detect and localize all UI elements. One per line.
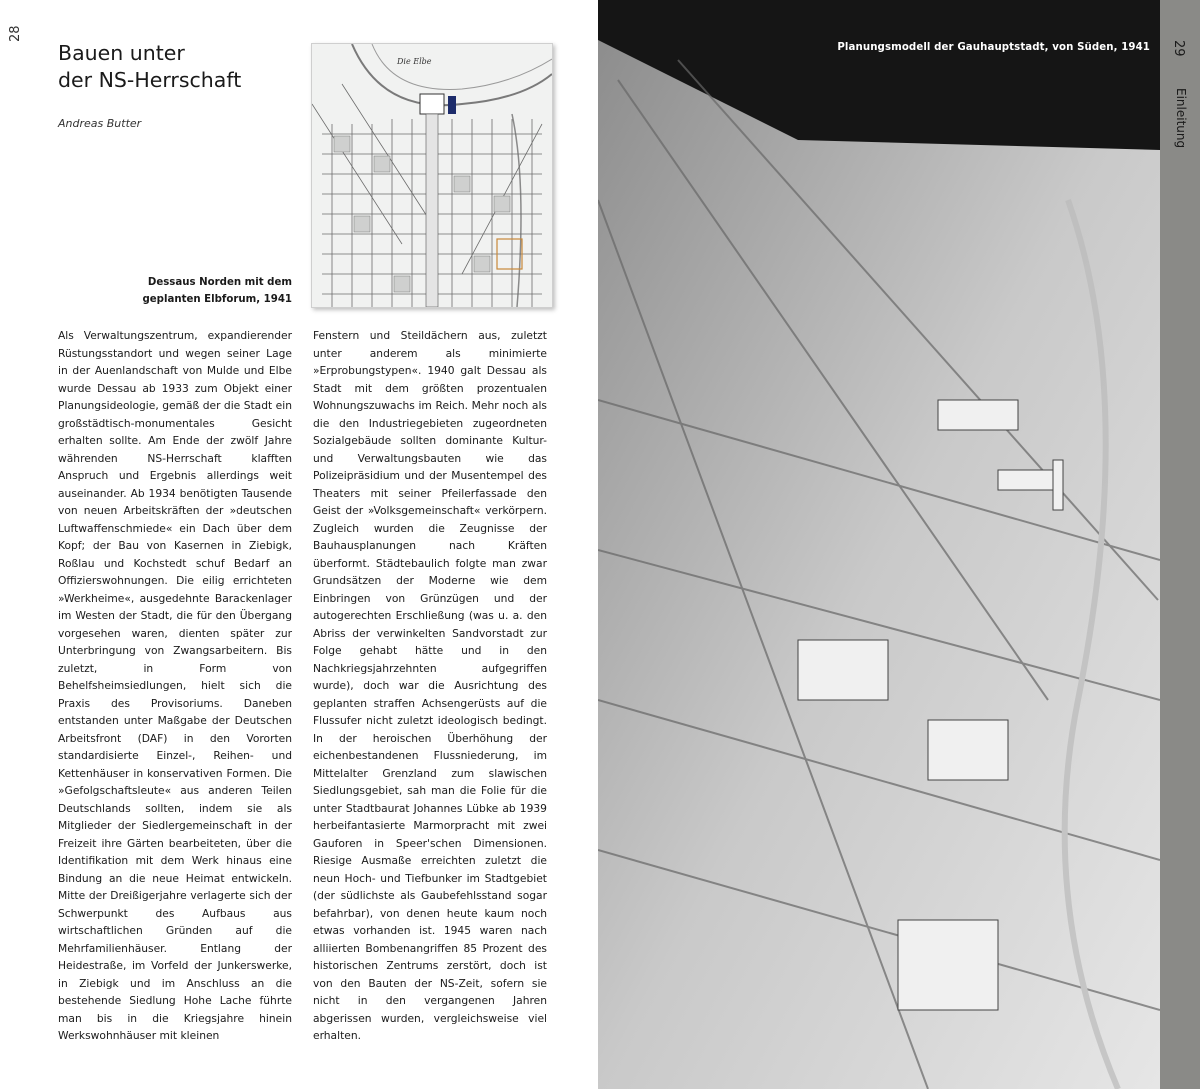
photo-caption: Planungsmodell der Gauhauptstadt, von Süden, 1941 <box>837 42 1150 53</box>
map-caption <box>130 274 292 308</box>
planning-model-photo-illustration <box>598 0 1160 1089</box>
body-text-column-1: Als Verwaltungszentrum, expandierender Rüstungsstandort und wegen seiner Lage in der Auenlandschaft von Mulde und Elbe wurde Dessau ab 1933 zum Objekt einer Planungsideologie, gemäß der die Stadt ein großstädtisch-monumentales Gesicht erhalten sollte. Am Ende der zwölf Jahre währenden NS-Herrschaft klafften Anspruch und Ergebnis allerdings weit auseinander. Ab 1934 benötigten Tausende von neuen Arbeitskräften der »deutschen Luftwaffenschmiede« ein Dach über dem Kopf; der Bau von Kasernen in Ziebigk, Roßlau und Kochstedt schuf Bedarf an Offizierswohnungen. Die eilig errichteten »Werkheime«, ausgedehnte Barackenlager im Westen der Stadt, die für den Übergang vorgesehen waren, dienten später zur Unterbringung von Zwangsarbeitern. Bis zuletzt, in Form von Behelfsheimsiedlungen, hielt sich die Praxis des Provisoriums. Daneben entstanden unter Maßgabe der Deutschen Arbeitsfront (DAF) in den Vororten standardisierte Einzel-, Reihen- und Kettenhäuser in konservativen Formen. Die »Gefolgschaftsleute« aus anderen Teilen Deutschlands sollten, indem sie als Mitglieder der Siedlergemeinschaft in der Freizeit ihre Gärten bearbeiteten, über die Identifikation mit dem Werk hinaus eine Bindung an die neue Heimat entwickeln. Mitte der Dreißigerjahre verlagerte sich der Schwerpunkt des Aufbaus aus wirtschaftlichen Gründen auf die Mehrfamilienhäuser. Entlang der Heidestraße, im Vorfeld der Junkerswerke, in Ziebigk und im Anschluss an die bestehende Siedlung Hohe Lache führte man bis in die Kriegsjahre hinein Werkswohnhäuser mit kleinen <box>58 329 292 1042</box>
right-page <box>598 0 1200 1089</box>
chapter-title-line-2: der NS-Herrschaft <box>58 68 242 92</box>
chapter-label: Einleitung <box>1174 88 1188 149</box>
chapter-title-line-1: Bauen unter <box>58 41 185 65</box>
map-caption-line-2: geplanten Elbforum, 1941 <box>142 294 292 305</box>
city-plan-map-illustration <box>312 44 552 307</box>
map-image <box>311 43 553 308</box>
river-label: Die Elbe <box>397 57 432 66</box>
chapter-side-tab <box>1160 0 1200 1089</box>
page-number-left: 28 <box>8 25 23 42</box>
body-text-column-2: Fenstern und Steildächern aus, zuletzt unter anderem als minimierte »Erprobungstypen«. 1940 galt Dessau als Stadt mit dem größten prozentualen Wohnungszuwachs im Reich. Mehr noch als die den Industriegebieten zugeordneten Sozialgebäude sollten dominante Kultur- und Verwaltungsbauten wie das Polizeipräsidium und der Musentempel des Theaters mit seiner Pfeilerfassade den Geist der »Volksgemeinschaft« verkörpern. Zugleich wurden die Zeugnisse der Bauhausplanungen nach Kräften überformt. Städtebaulich folgte man zwar Grundsätzen der Moderne wie dem Einbringen von Grünzügen und der autogerechten Erschließung (was u. a. den Abriss der verwinkelten Sandvorstadt zur Folge gehabt hätte und in den Nachkriegsjahrzehnten aufgegriffen wurde), doch war die Ausrichtung des geplanten straffen Achsengerüsts auf die Flussufer nicht zuletzt ideologisch bedingt. In der heroischen Überhöhung der eichenbestandenen Flussniederung, im Mittelalter Grenzland zum slawischen Siedlungsgebiet, sah man die Folie für die unter Stadtbaurat Johannes Lübke ab 1939 herbeifantasierte Marmorpracht mit zwei Gauforen in Speer'schen Dimensionen. Riesige Ausmaße erreichten zuletzt die neun Hoch- und Tiefbunker im Stadtgebiet (der südlichste als Gaubefehlsstand sogar befahrbar), von denen heute kaum noch etwas vorhanden ist. 1945 waren nach alliierten Bombenangriffen 85 Prozent des historischen Zentrums zerstört, doch ist von den Bauten der NS-Zeit, sofern sie nicht in den vergangenen Jahren abgerissen wurden, vergleichsweise viel erhalten. <box>313 329 547 1042</box>
chapter-title <box>58 40 308 94</box>
planning-model-photo <box>598 0 1160 1089</box>
page-number-right: 29 <box>1171 40 1186 57</box>
map-caption-line-1: Dessaus Norden mit dem <box>147 277 292 288</box>
author-name: Andreas Butter <box>58 117 142 130</box>
left-page <box>0 0 598 1089</box>
